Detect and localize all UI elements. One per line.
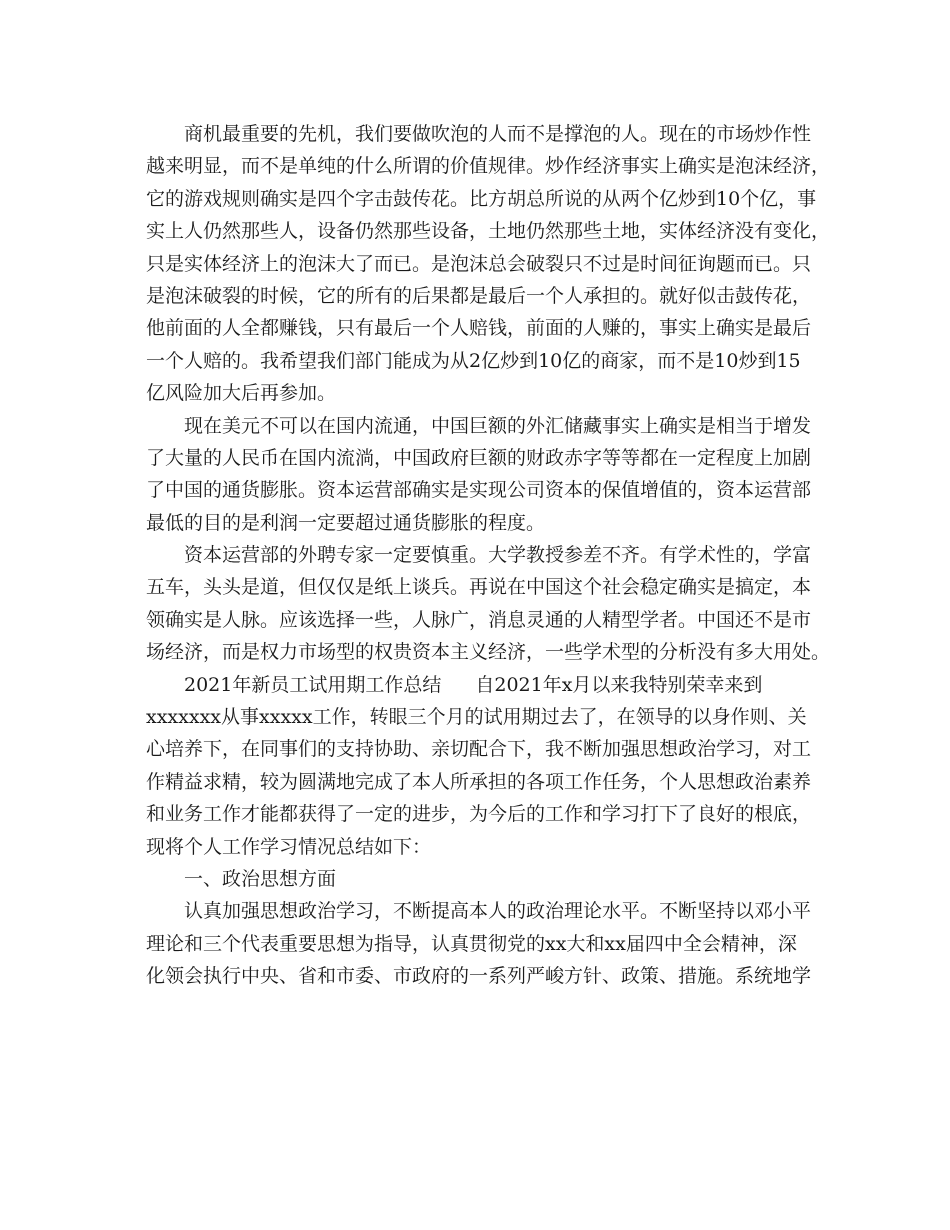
text-line: 现在美元不可以在国内流通，中国巨额的外汇储藏事实上确实是相当于增发 bbox=[184, 414, 812, 437]
text-line: 是泡沫破裂的时候，它的所有的后果都是最后一个人承担的。就好似击鼓传花， bbox=[146, 284, 812, 307]
document-body bbox=[146, 118, 831, 993]
text-line: 实上人仍然那些人，设备仍然那些设备，土地仍然那些土地，实体经济没有变化， bbox=[146, 220, 831, 243]
text-line: 亿风险加大后再参加。 bbox=[146, 382, 337, 405]
summary-heading-line bbox=[146, 669, 806, 701]
text-line: 只是实体经济上的泡沫大了而已。是泡沫总会破裂只不过是时间征询题而已。只 bbox=[146, 252, 812, 275]
text-line: 化领会执行中央、省和市委、市政府的一系列严峻方针、政策、措施。系统地学 bbox=[146, 965, 812, 988]
text-line: 资本运营部的外聘专家一定要慎重。大学教授参差不齐。有学术性的，学富 bbox=[184, 544, 812, 567]
text-line: 领确实是人脉。应该选择一些，人脉广，消息灵通的人精型学者。中国还不是市 bbox=[146, 608, 812, 631]
document-page bbox=[146, 118, 831, 993]
text-line: 场经济，而是权力市场型的权贵资本主义经济，一些学术型的分析没有多大用处。 bbox=[146, 641, 831, 664]
text-line: xxxxxxx从事xxxxx工作，转眼三个月的试用期过去了，在领导的以身作则、关 bbox=[146, 706, 807, 729]
text-line: 它的游戏规则确实是四个字击鼓传花。比方胡总所说的从两个亿炒到10个亿，事 bbox=[146, 187, 817, 210]
section-heading: 一、政治思想方面 bbox=[184, 867, 337, 890]
text-line: 商机最重要的先机，我们要做吹泡的人而不是撑泡的人。现在的市场炒作性 bbox=[184, 123, 812, 145]
summary-title: 2021年新员工试用期工作总结 bbox=[184, 673, 442, 696]
text-line: 了中国的通货膨胀。资本运营部确实是实现公司资本的保值增值的，资本运营部 bbox=[146, 479, 812, 502]
text-line: 最低的目的是利润一定要超过通货膨胀的程度。 bbox=[146, 511, 546, 534]
text-line: 现将个人工作学习情况总结如下： bbox=[146, 835, 432, 858]
text-line: 五车，头头是道，但仅仅是纸上谈兵。再说在中国这个社会稳定确实是搞定，本 bbox=[146, 576, 812, 599]
text-line: 他前面的人全都赚钱，只有最后一个人赔钱，前面的人赚的，事实上确实是最后 bbox=[146, 317, 812, 340]
text-line: 理论和三个代表重要思想为指导，认真贯彻党的xx大和xx届四中全会精神，深 bbox=[146, 932, 797, 955]
summary-intro: 自2021年x月以来我特别荣幸来到 bbox=[475, 673, 763, 696]
text-line: 作精益求精，较为圆满地完成了本人所承担的各项工作任务，个人思想政治素养 bbox=[146, 770, 812, 793]
text-line: 认真加强思想政治学习，不断提高本人的政治理论水平。不断坚持以邓小平 bbox=[184, 900, 812, 923]
text-line: 和业务工作才能都获得了一定的进步，为今后的工作和学习打下了良好的根底， bbox=[146, 803, 812, 826]
text-line: 心培养下，在同事们的支持协助、亲切配合下，我不断加强思想政治学习，对工 bbox=[146, 738, 812, 761]
text-line: 了大量的人民币在国内流淌，中国政府巨额的财政赤字等等都在一定程度上加剧 bbox=[146, 446, 812, 469]
text-line: 越来明显，而不是单纯的什么所谓的价值规律。炒作经济事实上确实是泡沫经济， bbox=[146, 155, 831, 178]
text-line: 一个人赔的。我希望我们部门能成为从2亿炒到10亿的商家，而不是10炒到15 bbox=[146, 349, 801, 372]
